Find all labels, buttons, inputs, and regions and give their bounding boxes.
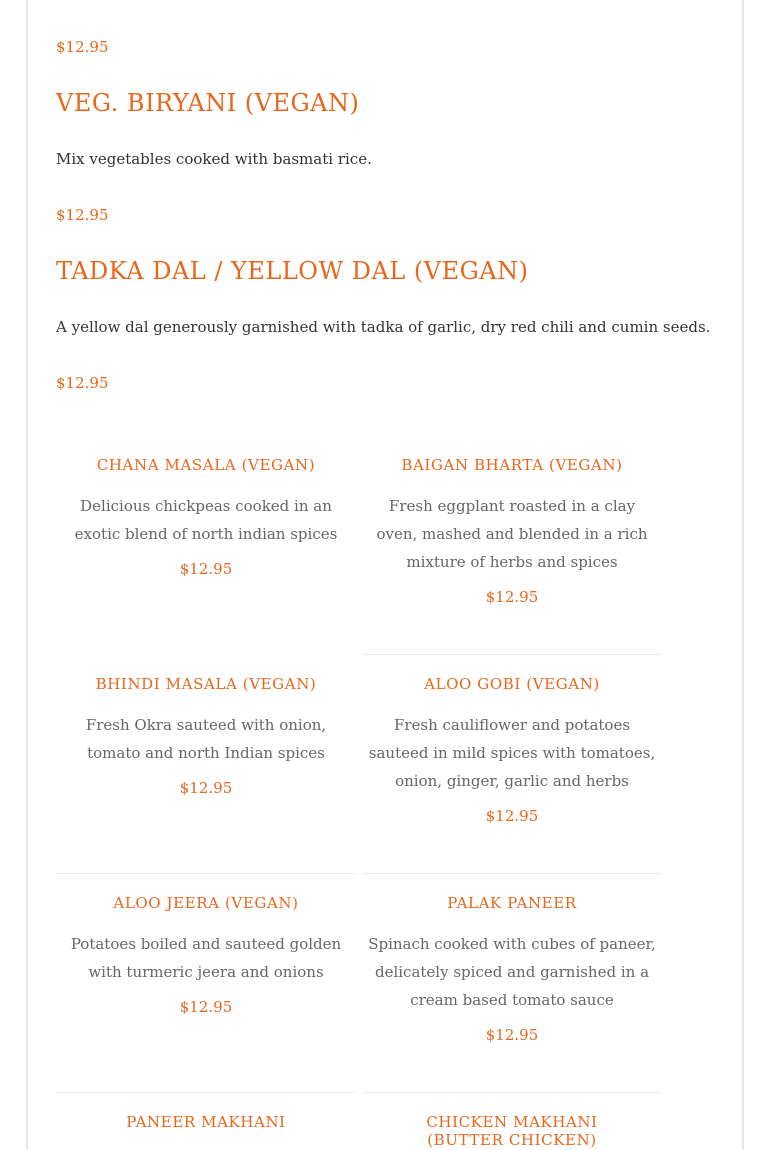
menu-card-price: $12.95	[179, 779, 233, 797]
menu-card	[56, 436, 356, 655]
item-price: $12.95	[56, 374, 109, 392]
item-description: A yellow dal generously garnished with tadka of garlic, dry red chili and cumin seeds.	[56, 318, 711, 336]
menu-card-price: $12.95	[485, 588, 539, 606]
menu-card	[362, 1093, 662, 1150]
menu-card-title: BHINDI MASALA (VEGAN)	[95, 675, 317, 693]
menu-grid	[56, 436, 664, 1150]
item-title: TADKA DAL / YELLOW DAL (VEGAN)	[56, 257, 529, 285]
item-price: $12.95	[56, 38, 109, 56]
menu-card-description: Spinach cooked with cubes of paneer, delicately spiced and garnished in a cream based tomato sauce	[368, 935, 656, 1009]
menu-card-title: CHANA MASALA (VEGAN)	[96, 456, 316, 474]
item-price: $12.95	[56, 206, 109, 224]
menu-card-price: $12.95	[179, 998, 233, 1016]
menu-card-price: $12.95	[179, 560, 233, 578]
menu-card	[56, 874, 356, 1093]
menu-grid-row	[56, 874, 664, 1093]
menu-card-price: $12.95	[485, 1026, 539, 1044]
menu-card-title: PALAK PANEER	[447, 894, 577, 912]
menu-grid-row	[56, 1093, 664, 1150]
item-description: Mix vegetables cooked with basmati rice.	[56, 150, 372, 168]
menu-card-description: Fresh Okra sauteed with onion, tomato and north Indian spices	[85, 716, 327, 762]
menu-card	[362, 655, 662, 874]
menu-card-description: Delicious chickpeas cooked in an exotic blend of north indian spices	[74, 497, 338, 543]
menu-card-title: CHICKEN MAKHANI (BUTTER CHICKEN)	[426, 1113, 598, 1149]
menu-card-title: BAIGAN BHARTA (VEGAN)	[401, 456, 623, 474]
menu-card-description: Fresh cauliflower and potatoes sauteed in mild spices with tomatoes, onion, ginger, garlic and herbs	[368, 716, 656, 790]
item-title: VEG. BIRYANI (VEGAN)	[56, 89, 360, 117]
menu-card	[362, 874, 662, 1093]
menu-card-title: ALOO GOBI (VEGAN)	[424, 675, 600, 693]
menu-card	[56, 655, 356, 874]
menu-card	[362, 436, 662, 655]
menu-card-description: Fresh eggplant roasted in a clay oven, mashed and blended in a rich mixture of herbs and spices	[376, 497, 648, 571]
menu-grid-row	[56, 655, 664, 874]
menu-card-description: Potatoes boiled and sauteed golden with turmeric jeera and onions	[70, 935, 342, 981]
menu-card-title: ALOO JEERA (VEGAN)	[113, 894, 299, 912]
menu-card-price: $12.95	[485, 807, 539, 825]
menu-card	[56, 1093, 356, 1150]
menu-card-title: PANEER MAKHANI	[126, 1113, 286, 1131]
menu-grid-row	[56, 436, 664, 655]
